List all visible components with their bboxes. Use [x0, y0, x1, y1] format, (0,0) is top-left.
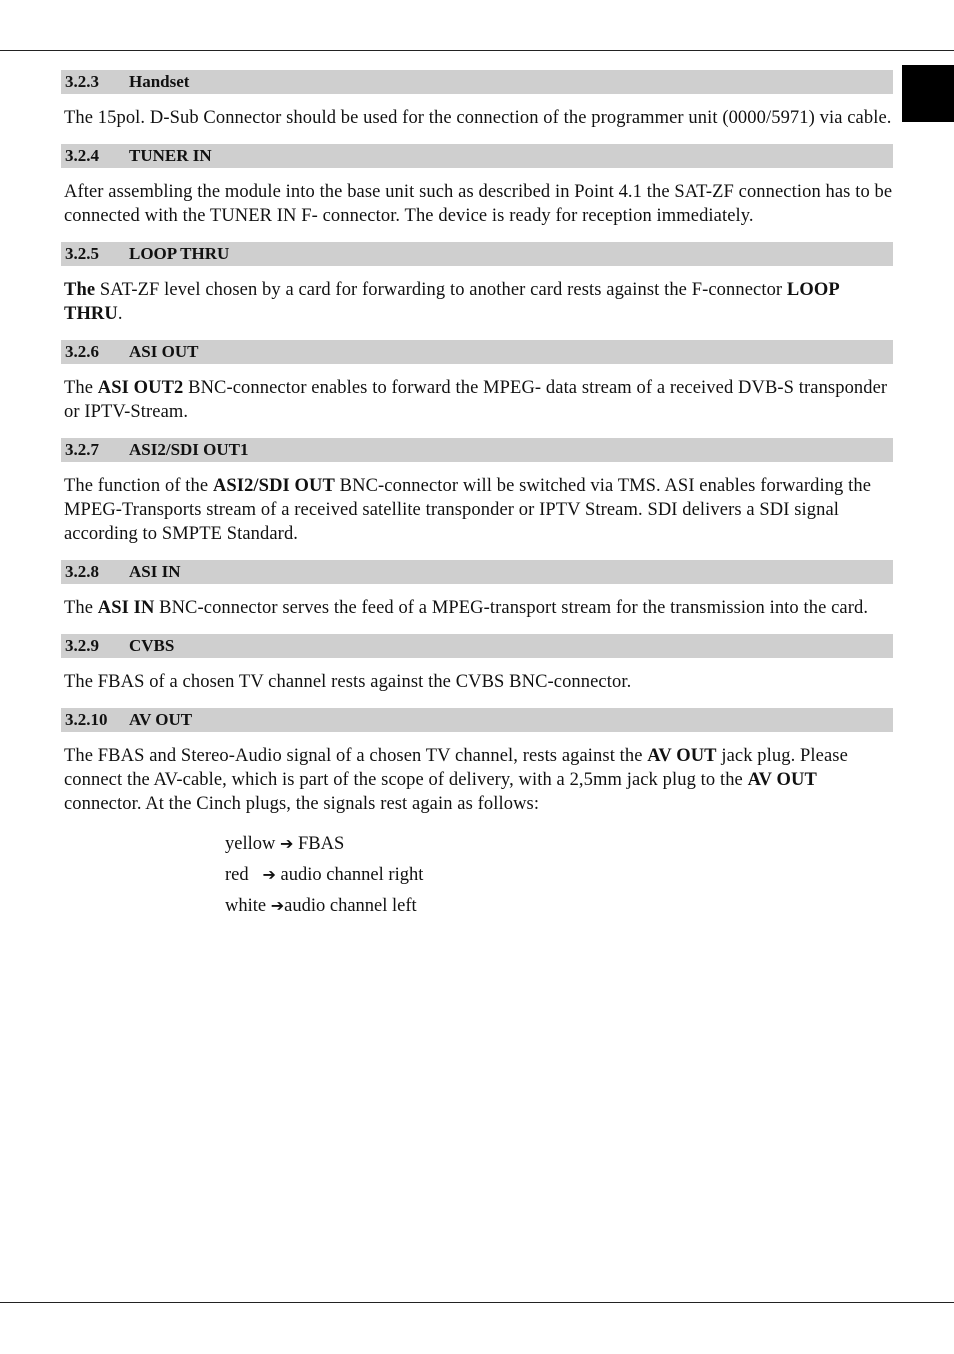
section-title: Handset [129, 72, 190, 91]
footer-rule [0, 1302, 954, 1303]
section-number: 3.2.9 [65, 636, 99, 655]
section-heading [61, 708, 893, 732]
section-heading [61, 634, 893, 658]
document-body [61, 70, 893, 921]
section-number: 3.2.6 [65, 342, 99, 361]
bold-term: ASI OUT2 [97, 378, 184, 398]
section-number: 3.2.7 [65, 440, 99, 459]
section-paragraph [64, 278, 893, 326]
section-number: 3.2.8 [65, 562, 99, 581]
arrow-right-icon: ➔ [262, 865, 276, 884]
paragraph-text: The FBAS and Stereo-Audio signal of a chosen TV channel, rests against the [64, 746, 648, 766]
bold-term: LOOP THRU [64, 280, 839, 324]
section-title: LOOP THRU [129, 244, 230, 263]
bold-term: AV OUT [747, 770, 817, 790]
spacer [249, 865, 263, 885]
section-number: 3.2.3 [65, 72, 99, 91]
section-title: ASI OUT [129, 342, 199, 361]
paragraph-text: BNC-connector will be switched via TMS. ASI enables forwarding the MPEG-Transports stream of a received satellite transponder or IPTV Stream. SDI delivers a SDI signal according to SMPTE Standard. [64, 476, 872, 544]
cable-color: white [225, 896, 267, 916]
paragraph-text: connector. At the Cinch plugs, the signals rest again as follows: [64, 794, 540, 814]
paragraph-text: jack plug. Please connect the AV-cable, which is part of the scope of delivery, with a 2,5mm jack plug to the [64, 746, 848, 790]
signal-name: FBAS [293, 834, 345, 854]
bold-term: ASI2/SDI OUT [212, 476, 335, 496]
section-number: 3.2.5 [65, 244, 99, 263]
section-paragraph [64, 474, 893, 546]
section-title: TUNER IN [129, 146, 212, 165]
signal-name: audio channel right [275, 865, 424, 885]
signal-list-item [225, 828, 893, 859]
section-heading [61, 242, 893, 266]
paragraph-text: After assembling the module into the base unit such as described in Point 4.1 the SAT-ZF connection has to be connected with the TUNER IN F- connector. The device is ready for reception immediately. [64, 182, 893, 226]
signal-name: audio channel left [284, 896, 417, 916]
header-rule [0, 50, 954, 51]
bold-term: AV OUT [647, 746, 717, 766]
paragraph-text: BNC-connector serves the feed of a MPEG-transport stream for the transmission into the card. [154, 598, 869, 618]
signal-list [225, 828, 893, 921]
section-paragraph [64, 180, 893, 228]
section-heading [61, 340, 893, 364]
section-paragraph [64, 376, 893, 424]
section-paragraph [64, 670, 893, 694]
section-paragraph [64, 106, 893, 130]
section-title: AV OUT [129, 710, 193, 729]
paragraph-text: . [117, 304, 123, 324]
signal-list-item [225, 859, 893, 890]
paragraph-text: The [64, 378, 98, 398]
section-heading [61, 560, 893, 584]
arrow-right-icon: ➔ [270, 896, 285, 915]
signal-list-item [225, 890, 893, 921]
paragraph-text: The function of the [64, 476, 213, 496]
section-title: ASI IN [129, 562, 181, 581]
bold-term: ASI IN [97, 598, 155, 618]
paragraph-text: BNC-connector enables to forward the MPEG- data stream of a received DVB-S transponder or IPTV-Stream. [64, 378, 888, 422]
paragraph-text: The [64, 598, 98, 618]
section-heading [61, 70, 893, 94]
cable-color: red [225, 865, 249, 885]
section-number: 3.2.4 [65, 146, 99, 165]
section-paragraph [64, 596, 893, 620]
paragraph-text: SAT-ZF level chosen by a card for forwarding to another card rests against the F-connector [95, 280, 787, 300]
section-paragraph [64, 744, 893, 816]
cable-color: yellow [225, 834, 276, 854]
section-title: ASI2/SDI OUT1 [129, 440, 249, 459]
paragraph-text: The 15pol. D-Sub Connector should be used for the connection of the programmer unit (0000/5971) via cable. [64, 108, 892, 128]
bold-term: The [64, 280, 96, 300]
section-heading [61, 144, 893, 168]
paragraph-text: The FBAS of a chosen TV channel rests against the CVBS BNC-connector. [64, 672, 632, 692]
chapter-tab-marker [902, 65, 954, 122]
section-heading [61, 438, 893, 462]
arrow-right-icon: ➔ [279, 834, 294, 853]
section-title: CVBS [129, 636, 175, 655]
section-number: 3.2.10 [65, 710, 108, 729]
